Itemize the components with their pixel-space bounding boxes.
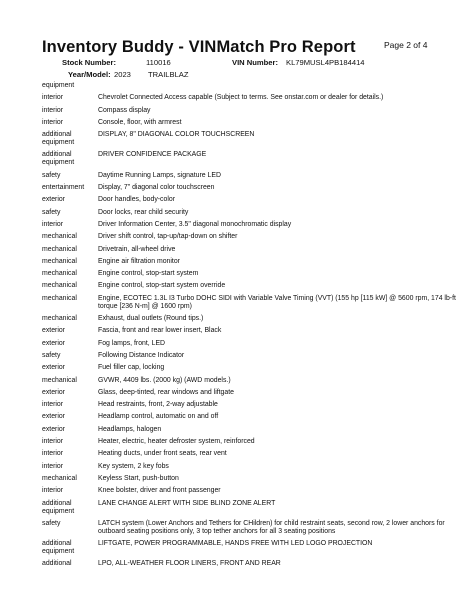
year-value: 2023: [114, 70, 131, 79]
table-row: [42, 196, 464, 208]
row-category: mechanical: [42, 315, 77, 323]
row-category: interior: [42, 438, 64, 446]
row-category: mechanical: [42, 294, 77, 302]
row-category: interior: [42, 462, 64, 470]
row-category: entertainment: [42, 184, 85, 192]
table-row: [42, 184, 464, 196]
row-description: Chevrolet Connected Access capable (Subject to terms. See onstar.com or dealer for details.): [98, 94, 384, 102]
row-description: DRIVER CONFIDENCE PACKAGE: [98, 151, 207, 159]
row-description: Key system, 2 key fobs: [98, 462, 169, 470]
row-description: LIFTGATE, POWER PROGRAMMABLE, HANDS FREE WITH LED LOGO PROJECTION: [98, 540, 373, 548]
model-value: TRAILBLAZ: [148, 70, 189, 79]
row-category: safety: [42, 171, 61, 179]
row-description: Following Distance Indicator: [98, 351, 185, 359]
row-description: LPO, ALL-WEATHER FLOOR LINERS, FRONT AND REAR: [98, 560, 281, 568]
row-description: Keyless Start, push-button: [98, 474, 179, 482]
table-row: [42, 151, 464, 171]
table-row: [42, 94, 464, 106]
row-category: additional equipment: [42, 499, 75, 515]
row-category: interior: [42, 118, 64, 126]
row-description: Console, floor, with armrest: [98, 118, 182, 126]
row-description: Driver Information Center, 3.5" diagonal monochromatic display: [98, 220, 292, 228]
table-row: [42, 209, 464, 221]
row-category: exterior: [42, 364, 65, 372]
table-row: [42, 487, 464, 499]
row-description: LANE CHANGE ALERT WITH SIDE BLIND ZONE ALERT: [98, 499, 276, 507]
vin-number-value: KL79MUSL4PB184414: [286, 58, 365, 67]
row-description: Heater, electric, heater defroster system, reinforced: [98, 438, 255, 446]
table-row: [42, 377, 464, 389]
row-description: Knee bolster, driver and front passenger: [98, 487, 221, 495]
row-category: equipment: [42, 82, 75, 89]
row-category: mechanical: [42, 282, 77, 290]
row-description: Door handles, body-color: [98, 196, 175, 204]
table-row: [42, 295, 464, 315]
row-description: Engine control, stop-start system: [98, 270, 199, 278]
row-category: interior: [42, 450, 64, 458]
table-row: [42, 364, 464, 376]
row-description: Headlamps, halogen: [98, 425, 162, 433]
stock-number-value: 110016: [146, 58, 171, 67]
row-category: mechanical: [42, 257, 77, 265]
row-description: DISPLAY, 8" DIAGONAL COLOR TOUCHSCREEN: [98, 131, 255, 139]
row-category: interior: [42, 401, 64, 409]
table-row: [42, 475, 464, 487]
table-row: [42, 221, 464, 233]
row-description: Head restraints, front, 2-way adjustable: [98, 401, 218, 409]
row-category: safety: [42, 351, 61, 359]
row-category: interior: [42, 220, 64, 228]
table-row: [42, 119, 464, 131]
row-description: Drivetrain, all-wheel drive: [98, 245, 176, 253]
row-category: mechanical: [42, 233, 77, 241]
row-description: Fog lamps, front, LED: [98, 339, 166, 347]
table-row: [42, 540, 464, 560]
table-row: [42, 327, 464, 339]
row-description: Heating ducts, under front seats, rear vent: [98, 450, 227, 458]
table-row: [42, 340, 464, 352]
table-row: [42, 389, 464, 401]
table-row: [42, 282, 464, 294]
row-category: exterior: [42, 413, 65, 421]
row-description: Exhaust, dual outlets (Round tips.): [98, 315, 204, 323]
row-category: interior: [42, 106, 64, 114]
row-category: additional equipment: [42, 540, 75, 556]
row-category: interior: [42, 94, 64, 102]
row-category: additional: [42, 560, 72, 568]
table-row: [42, 233, 464, 245]
row-category: safety: [42, 519, 61, 527]
row-category: exterior: [42, 196, 65, 204]
table-row: [42, 82, 464, 94]
table-row: [42, 500, 464, 520]
row-category: mechanical: [42, 376, 77, 384]
row-category: mechanical: [42, 245, 77, 253]
row-description: Fascia, front and rear lower insert, Black: [98, 327, 222, 335]
table-row: [42, 560, 464, 572]
table-row: [42, 172, 464, 184]
table-row: [42, 131, 464, 151]
row-category: exterior: [42, 388, 65, 396]
row-category: interior: [42, 487, 64, 495]
table-row: [42, 463, 464, 475]
table-row: [42, 270, 464, 282]
row-description: Driver shift control, tap-up/tap-down on shifter: [98, 233, 238, 241]
row-description: Engine, ECOTEC 1.3L I3 Turbo DOHC SIDI with Variable Valve Timing (VVT) (155 hp [115 kW] @ 5600 rpm, 174 lb-ft torque [236 N-m] @ 1600 rpm): [98, 294, 456, 310]
row-category: safety: [42, 208, 61, 216]
table-row: [42, 107, 464, 119]
row-description: Engine air filtration monitor: [98, 257, 180, 265]
row-description: Headlamp control, automatic on and off: [98, 413, 219, 421]
equipment-table: [42, 82, 464, 573]
row-category: exterior: [42, 339, 65, 347]
table-row: [42, 401, 464, 413]
table-row: [42, 413, 464, 425]
row-description: GVWR, 4409 lbs. (2000 kg) (AWD models.): [98, 376, 231, 384]
row-description: Glass, deep-tinted, rear windows and liftgate: [98, 388, 234, 396]
row-description: LATCH system (Lower Anchors and Tethers for CHildren) for child restraint seats, second row, 2 lower anchors for outboard seating positions only, 3 top tether anchors for all 3 seating positions: [98, 519, 445, 535]
table-row: [42, 450, 464, 462]
row-description: Display, 7" diagonal color touchscreen: [98, 184, 215, 192]
vin-number-label: VIN Number:: [232, 58, 278, 67]
row-category: mechanical: [42, 270, 77, 278]
table-row: [42, 438, 464, 450]
row-category: exterior: [42, 327, 65, 335]
table-row: [42, 426, 464, 438]
row-description: Door locks, rear child security: [98, 208, 189, 216]
row-category: mechanical: [42, 474, 77, 482]
row-description: Compass display: [98, 106, 151, 114]
row-category: additional equipment: [42, 151, 75, 167]
year-model-label: Year/Model:: [68, 70, 111, 79]
table-row: [42, 520, 464, 540]
row-category: exterior: [42, 425, 65, 433]
report-title: Inventory Buddy - VINMatch Pro Report: [42, 38, 356, 56]
table-row: [42, 258, 464, 270]
table-row: [42, 352, 464, 364]
page-number: Page 2 of 4: [384, 40, 428, 50]
row-category: additional equipment: [42, 131, 75, 147]
row-description: Fuel filler cap, locking: [98, 364, 165, 372]
row-description: Daytime Running Lamps, signature LED: [98, 171, 221, 179]
table-row: [42, 246, 464, 258]
stock-number-label: Stock Number:: [62, 58, 117, 67]
row-description: Engine control, stop-start system override: [98, 282, 226, 290]
table-row: [42, 315, 464, 327]
